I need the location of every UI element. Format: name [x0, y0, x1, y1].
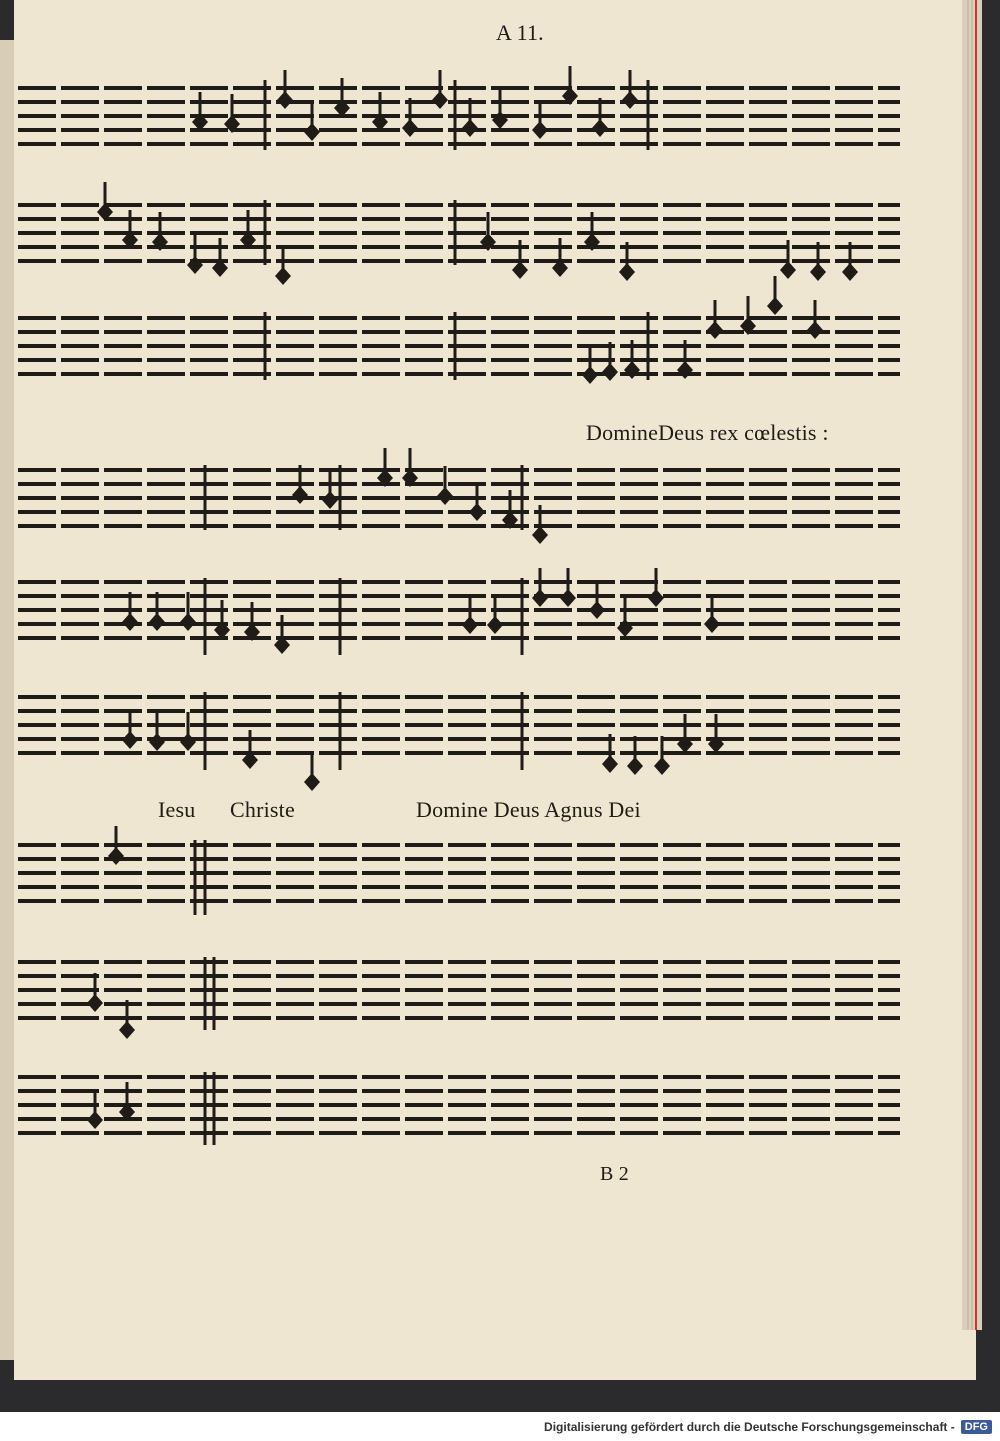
- signature-mark: B 2: [600, 1163, 629, 1185]
- credit-text: Digitalisierung gefördert durch die Deutsche Forschungsgemeinschaft -: [544, 1419, 955, 1434]
- lyric-line-1: DomineDeus rex cœlestis :: [586, 420, 829, 445]
- lyric-domine-deus-agnus-dei: Domine Deus Agnus Dei: [416, 797, 641, 822]
- running-head: A 11.: [496, 20, 544, 45]
- lyric-iesu: Iesu: [158, 797, 196, 822]
- credit-bar: [0, 1412, 1000, 1441]
- dfg-logo: DFG: [961, 1420, 992, 1434]
- lyric-christe: Christe: [230, 797, 295, 822]
